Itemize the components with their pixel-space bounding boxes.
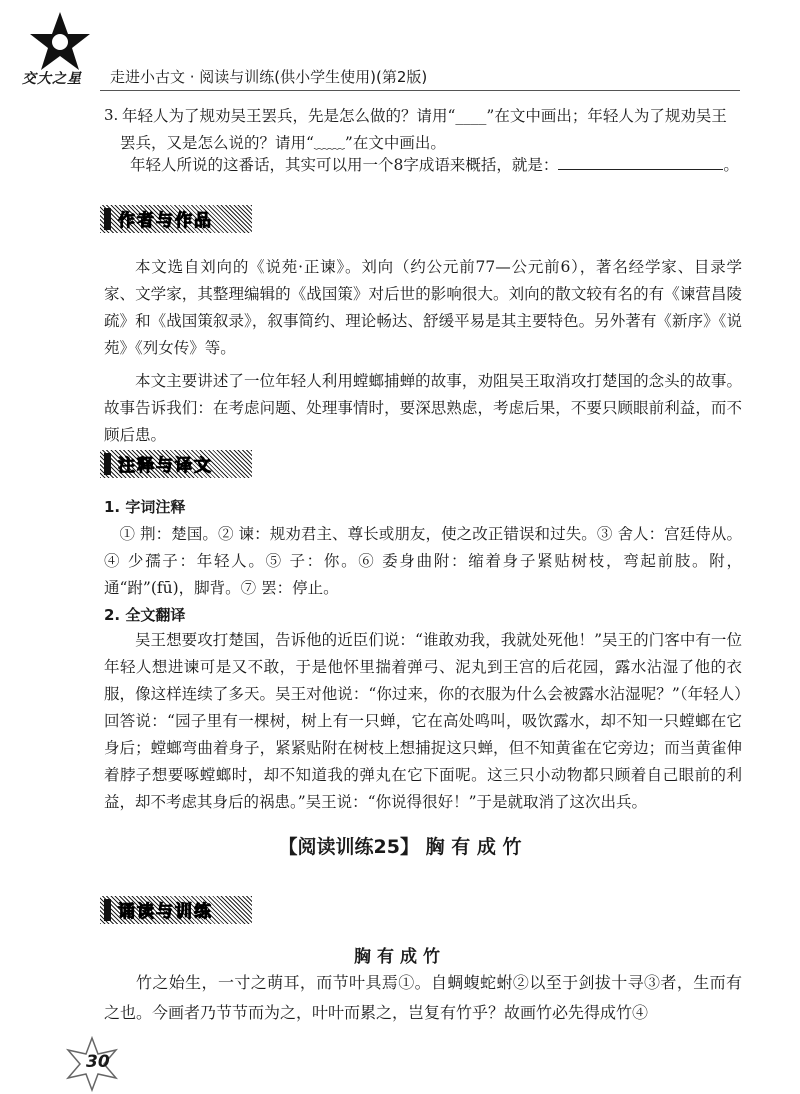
author-paragraph: 本文主要讲述了一位年轻人利用螳螂捕蝉的故事，劝阻吴王取消攻打楚国的念头的故事。故事告诉我们：在考虑问题、处理事情时，要深思熟虑，考虑后果，不要只顾眼前利益，而不顾后患。 [104,372,742,444]
vocab-heading: 1. 字词注释 [104,498,186,516]
star-logo-icon [28,10,92,74]
answer-blank[interactable] [558,155,723,170]
page-number: 30 [86,1052,110,1072]
question-3 [122,103,742,157]
section-header-notes [100,450,252,478]
vocab-notes: ① 荆：楚国。② 谏：规劝君主、尊长或朋友，使之改正错误和过失。③ 舍人：宫廷侍从。④ 少孺子：年轻人。⑤ 子：你。⑥ 委身曲附：缩着身子紧贴树枝，弯起前肢。附，通“跗”(fū)，脚背。⑦ 罢：停止。 [104,525,742,597]
author-paragraph: 本文选自刘向的《说苑·正谏》。刘向（约公元前77—公元前6），著名经学家、目录学家、文学家，其整理编辑的《战国策》对后世的影响很大。刘向的散文较有名的有《谏营昌陵疏》和《战国策叙录》，叙事简约、理论畅达、舒缓平易是其主要特色。另外著有《新序》《说苑》《列女传》等。 [104,258,742,357]
poem-body [104,968,742,1028]
question-line-3: 年轻人所说的这番话，其实可以用一个8字成语来概括，就是： [130,156,559,174]
section-header-author [100,205,252,233]
question-number: 3. [104,106,119,124]
poem-text: 竹之始生，一寸之萌耳，而节叶具焉①。自蜩蝮蛇蚹②以至于剑拔十寻③者，生而有之也。今画者乃节节而为之，叶叶而累之，岂复有竹乎？故画竹必先得成竹④ [104,973,742,1022]
translation-heading: 2. 全文翻译 [104,606,186,624]
book-title: 走进小古文 · 阅读与训练(供小学生使用)(第2版) [110,68,428,86]
section-label: 注释与译文 [118,456,213,476]
question-line-1: 年轻人为了规劝吴王罢兵，先是怎么做的？请用“____”在文中画出；年轻人为了规劝吴王 [122,107,727,125]
section-label: 作者与作品 [118,211,213,231]
training-heading: 【阅读训练25】 胸 有 成 竹 [278,836,522,858]
question-3-fill: 年轻人所说的这番话，其实可以用一个8字成语来概括，就是： 。 [130,156,739,174]
translation-text: 吴王想要攻打楚国，告诉他的近臣们说：“谁敢劝我，我就处死他！”吴王的门客中有一位年轻人想进谏可是又不敢，于是他怀里揣着弹弓、泥丸到王宫的后花园，露水沾湿了他的衣服，像这样连续了多天。吴王对他说：“你过来，你的衣服为什么会被露水沾湿呢？”（年轻人）回答说：“园子里有一棵树，树上有一只蝉，它在高处鸣叫，吸饮露水，却不知一只螳螂在它身后；螳螂弯曲着身子，紧紧贴附在树枝上想捕捉这只蝉，但不知黄雀在它旁边；而当黄雀伸着脖子想要啄螳螂时，却不知道我的弹丸在它下面呢。这三只小动物都只顾着自己眼前的利益，却不考虑其身后的祸患。”吴王说：“你说得很好！”于是就取消了这次出兵。 [104,631,742,811]
header-divider [100,90,740,91]
question-line-2: 罢兵，又是怎么说的？请用“﹏﹏”在文中画出。 [120,134,446,152]
section-header-reading [100,896,252,924]
author-section [104,254,742,449]
brand-name: 交大之星 [22,71,82,87]
notes-section [104,496,742,816]
section-label: 诵读与训练 [118,902,213,922]
poem-title: 胸有成竹 [354,947,446,967]
